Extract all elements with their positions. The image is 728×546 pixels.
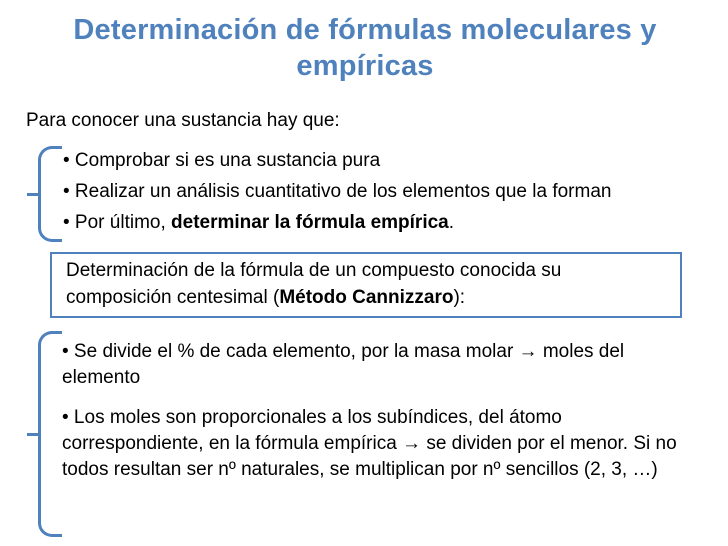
method-box-bold: Método Cannizzaro <box>279 287 454 308</box>
left-brace <box>38 331 62 537</box>
left-brace <box>38 146 62 242</box>
method-box <box>50 252 682 318</box>
list-item: • Se divide el % de cada elemento, por la masa molar → moles del elemento <box>62 341 625 388</box>
list-item-prefix: • Por último, <box>63 212 172 233</box>
steps-list <box>63 146 611 239</box>
method-box-suffix: ): <box>453 287 466 308</box>
list-item-bold: determinar la fórmula empírica <box>171 212 449 233</box>
list-item: • Comprobar si es una sustancia pura <box>63 150 381 171</box>
list-item: • Realizar un análisis cuantitativo de los elementos que la forman <box>63 181 612 202</box>
list-item-suffix: . <box>448 212 455 233</box>
list-item <box>63 208 611 239</box>
intro-text: Para conocer una sustancia hay que: <box>26 110 340 131</box>
method-steps-list <box>62 339 687 497</box>
method-box-prefix: Determinación de la fórmula de un compuesto conocida su composición centesimal ( <box>66 260 562 308</box>
slide-title: Determinación de fórmulas moleculares y empíricas <box>73 14 657 82</box>
list-item: • Los moles son proporcionales a los subíndices, del átomo correspondiente, en la fórmula empírica → se dividen por el menor. Si no todos resultan ser nº naturales, se multiplican por nº sencillos (2, 3, …) <box>62 407 677 480</box>
